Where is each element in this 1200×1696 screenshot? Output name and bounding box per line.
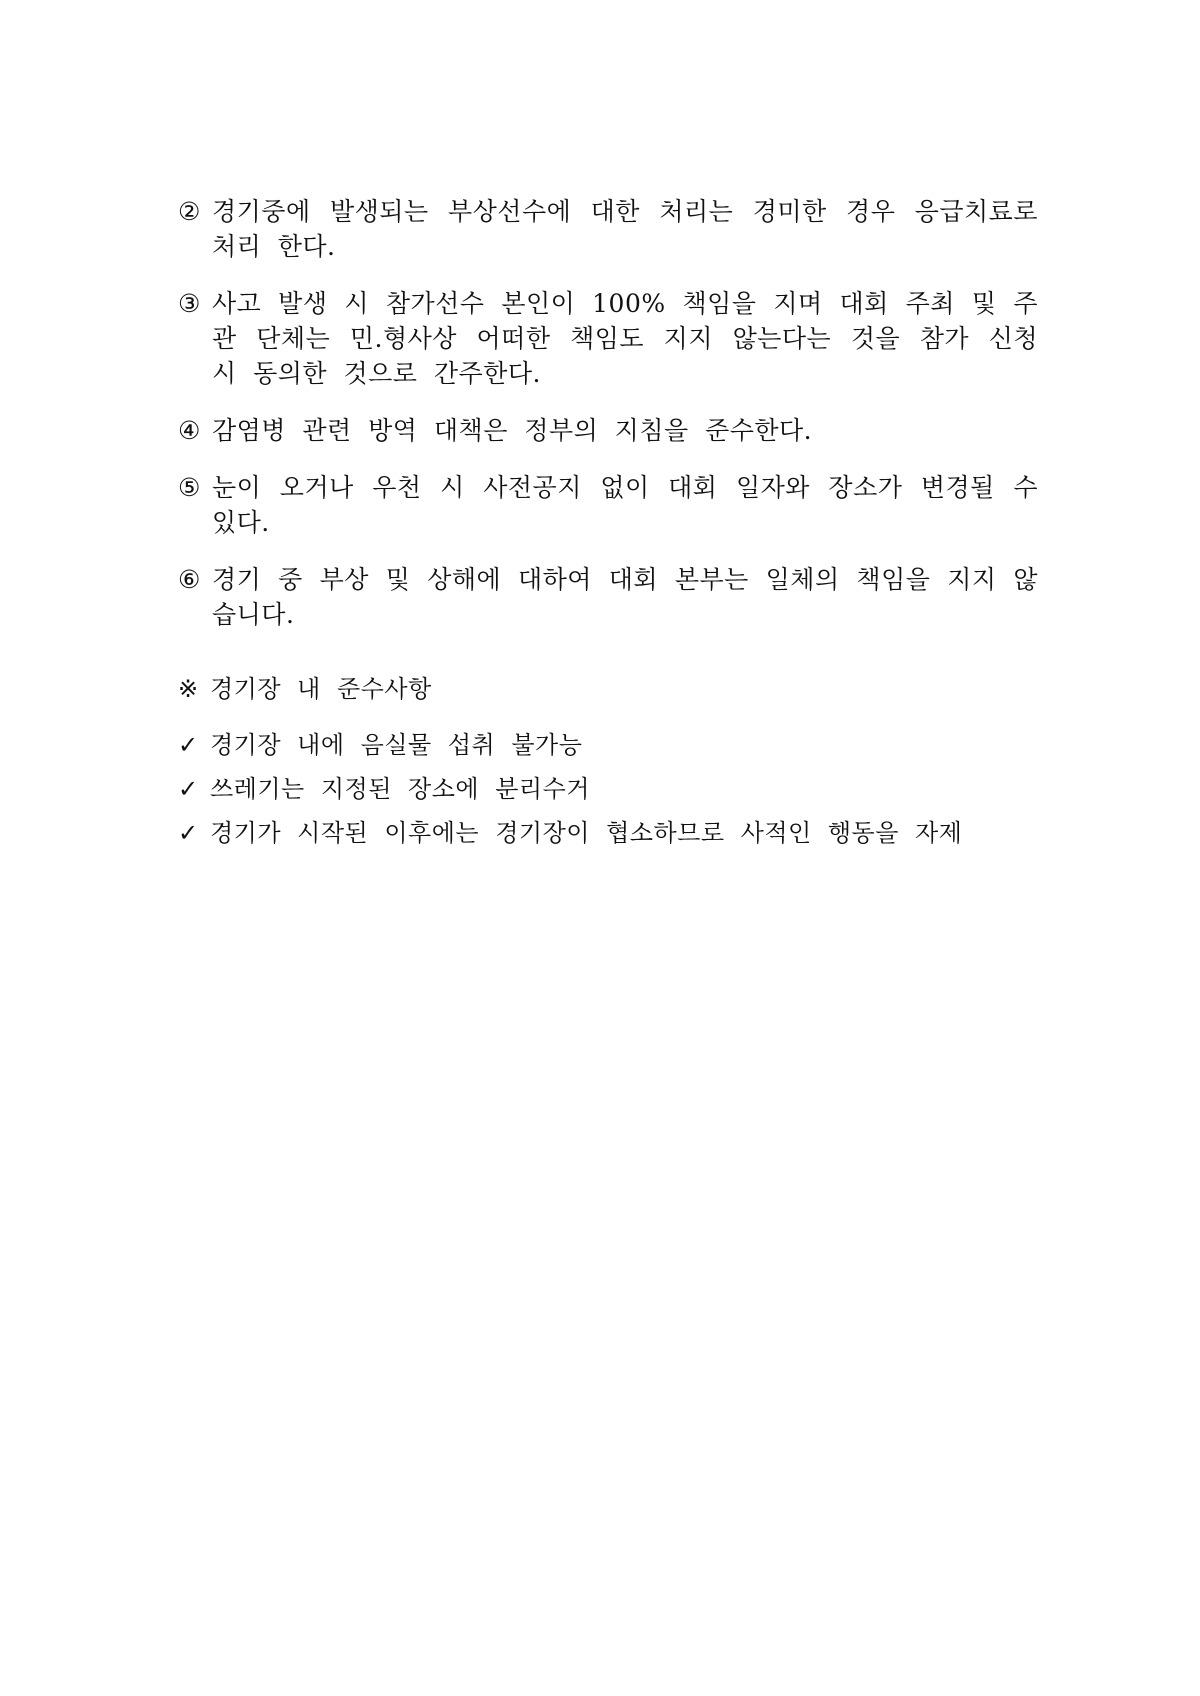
check-icon: ✓ xyxy=(178,775,199,803)
checklist-item-text: 경기장 내에 음실물 섭취 불가능 xyxy=(210,731,583,759)
rule-item xyxy=(178,470,1038,540)
checklist-item xyxy=(178,728,1038,762)
venue-rules-heading xyxy=(178,672,1038,706)
rule-number: ④ xyxy=(178,416,201,445)
checklist-item xyxy=(178,816,1038,850)
venue-rules-title: 경기장 내 준수사항 xyxy=(210,675,432,703)
rule-item xyxy=(178,194,1038,264)
reference-mark-icon: ※ xyxy=(178,675,199,703)
rule-item xyxy=(178,562,1038,632)
checklist-item-text: 쓰레기는 지정된 장소에 분리수거 xyxy=(210,775,590,803)
rule-number: ⑥ xyxy=(178,565,201,594)
venue-rules-section xyxy=(178,672,1038,860)
rule-text: 경기 중 부상 및 상해에 대하여 대회 본부는 일체의 책임을 지지 않습니다. xyxy=(212,565,1038,629)
rule-number: ② xyxy=(178,197,201,226)
rule-item xyxy=(178,413,1038,448)
rule-text: 사고 발생 시 참가선수 본인이 100% 책임을 지며 대회 주최 및 주관 단체는 민.형사상 어떠한 책임도 지지 않는다는 것을 참가 신청 시 동의한 것으로 간주한다. xyxy=(212,289,1038,388)
rule-text: 감염병 관련 방역 대책은 정부의 지침을 준수한다. xyxy=(212,416,813,445)
rule-number: ③ xyxy=(178,289,201,318)
checklist-item xyxy=(178,772,1038,806)
venue-rules-checklist xyxy=(178,728,1038,850)
check-icon: ✓ xyxy=(178,819,199,847)
rule-text: 경기중에 발생되는 부상선수에 대한 처리는 경미한 경우 응급치료로 처리 한다. xyxy=(212,197,1038,261)
checklist-item-text: 경기가 시작된 이후에는 경기장이 협소하므로 사적인 행동을 자제 xyxy=(210,819,963,847)
rule-item xyxy=(178,286,1038,391)
rules-list xyxy=(178,194,1038,654)
rule-number: ⑤ xyxy=(178,473,201,502)
check-icon: ✓ xyxy=(178,731,199,759)
rule-text: 눈이 오거나 우천 시 사전공지 없이 대회 일자와 장소가 변경될 수 있다. xyxy=(212,473,1038,537)
